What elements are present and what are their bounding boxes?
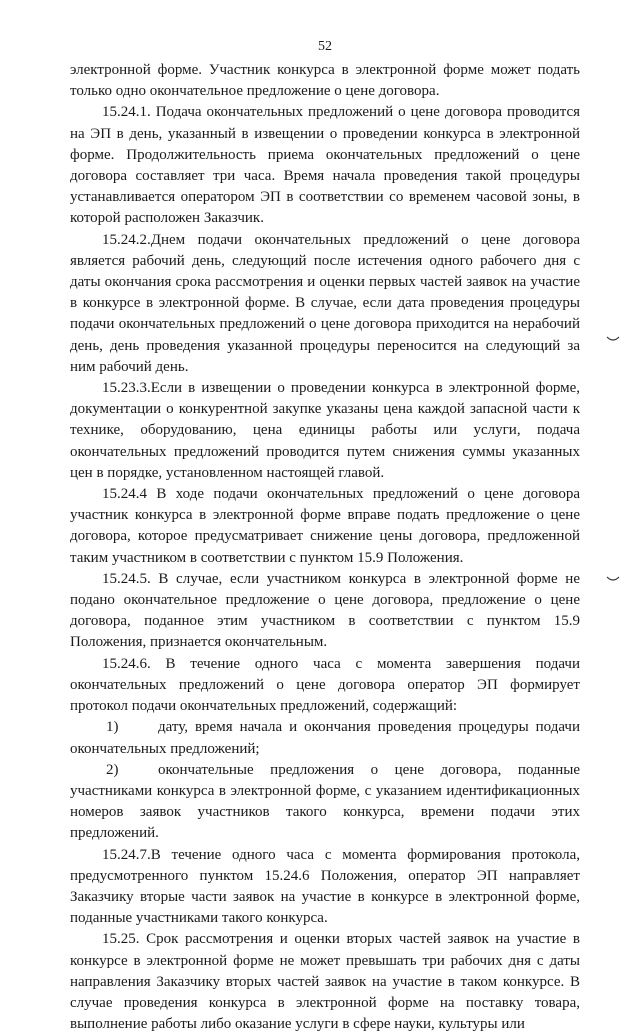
- list-item-1: [70, 717, 580, 759]
- paragraph-15-25: 15.25. Срок рассмотрения и оценки вторых частей заявок на участие в конкурсе в электронной форме не может превышать три рабочих дня с даты направления Заказчику вторых частей заявок на участие в таком конкурсе. В случае проведения конкурса в электронной форме на поставку товара, выполнение работы либо оказание услуги в сфере науки, культуры или: [70, 931, 580, 1033]
- paragraph-15-23-3: 15.23.3.Если в извещении о проведении конкурса в электронной форме, документации о конкурентной закупке указаны цена каждой запасной части к технике, оборудованию, цена единицы работы или услуги, подача окончательных предложений проводится путем снижения суммы указанных цен в порядке, установленном настоящей главой.: [70, 380, 580, 481]
- paragraph-continuation: электронной форме. Участник конкурса в электронной форме может подать только одно окончательное предложение о цене договора.: [70, 62, 580, 100]
- margin-mark-icon: [606, 574, 620, 584]
- list-item-number: 2): [106, 761, 119, 778]
- list-item-2: [70, 760, 580, 845]
- list-item-text: дату, время начала и окончания проведения процедуры подачи окончательных предложений;: [70, 719, 580, 757]
- list-item-text: окончательные предложения о цене договора, поданные участниками конкурса в электронной форме, с указанием идентификационных номеров заявок участников такого конкурса, времени подачи этих предложений.: [70, 761, 580, 842]
- paragraph-15-24-5: 15.24.5. В случае, если участником конкурса в электронной форме не подано окончательное предложение о цене договора, предложение о цене договора, поданное этим участником в соответствии с пунктом 15.9 Положения, признается окончательным.: [70, 570, 580, 651]
- paragraph-15-24-6: 15.24.6. В течение одного часа с момента завершения подачи окончательных предложений о цене договора оператор ЭП формирует протокол подачи окончательных предложений, содержащий:: [70, 655, 580, 715]
- paragraph-15-24-7: 15.24.7.В течение одного часа с момента формирования протокола, предусмотренного пунктом 15.24.6 Положения, оператор ЭП направляет Заказчику вторые части заявок на участие в конкурсе в электронной форме, поданные участниками такого конкурса.: [70, 846, 580, 927]
- paragraph-15-24-1: 15.24.1. Подача окончательных предложений о цене договора проводится на ЭП в день, указанный в извещении о проведении конкурса в электронной форме. Продолжительность приема окончательных предложений о цене договора составляет три часа. Время начала проведения такой процедуры устанавливается оператором ЭП в соответствии со временем часовой зоны, в которой расположен Заказчик.: [70, 104, 580, 227]
- list-item-number: 1): [106, 719, 119, 736]
- page-number: 52: [318, 39, 332, 54]
- paragraph-15-24-2: 15.24.2.Днем подачи окончательных предложений о цене договора является рабочий день, следующий после истечения одного рабочего дня с даты окончания срока рассмотрения и оценки первых частей заявок на участие в конкурсе в электронной форме. В случае, если дата проведения процедуры подачи окончательных предложений о цене договора приходится на нерабочий день, день проведения указанной процедуры переносится на следующий за ним рабочий день.: [70, 231, 580, 375]
- paragraph-15-24-4: 15.24.4 В ходе подачи окончательных предложений о цене договора участник конкурса в электронной форме вправе подать предложение о цене договора, которое предусматривает снижение цены договора, предложенной таким участником в соответствии с пунктом 15.9 Положения.: [70, 486, 580, 566]
- margin-mark-icon: [606, 334, 620, 344]
